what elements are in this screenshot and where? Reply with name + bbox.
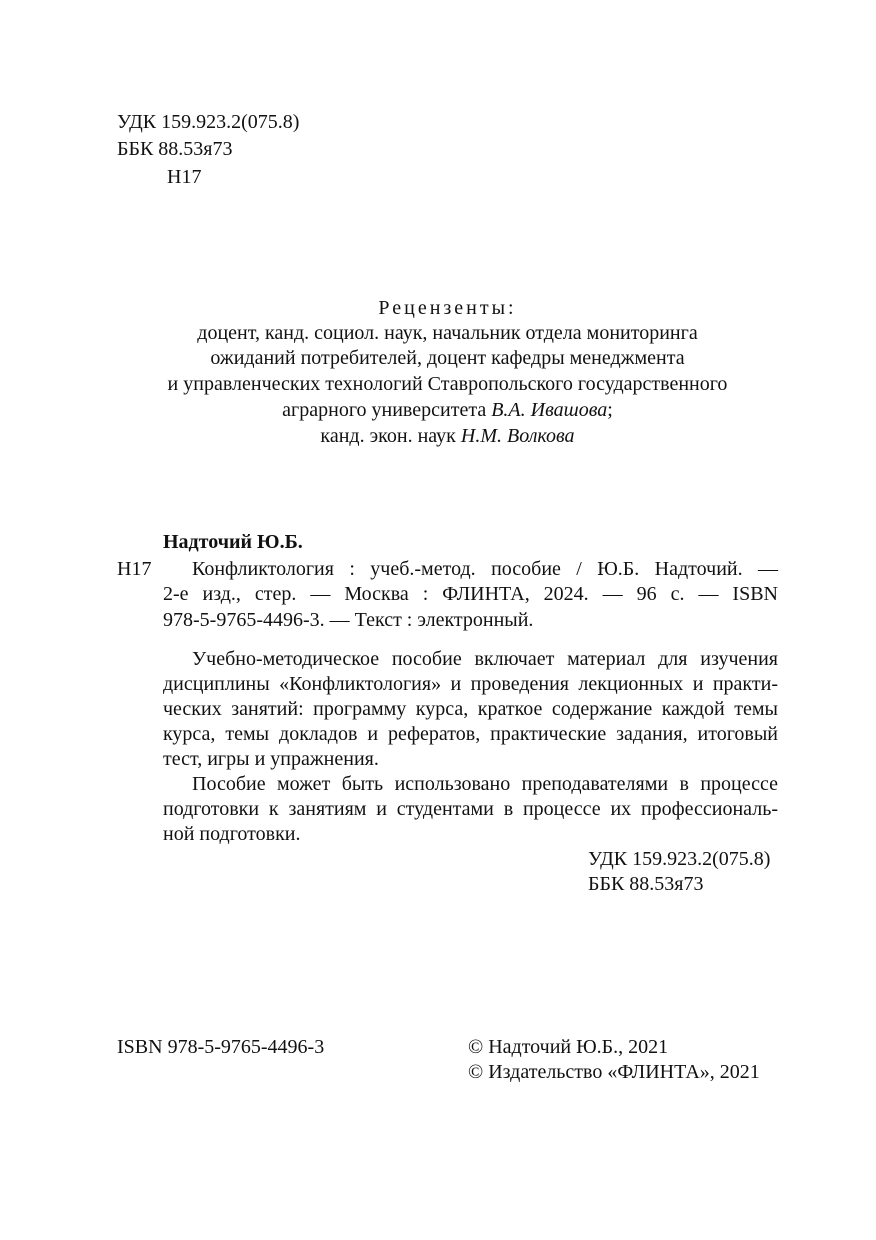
abstract-line: подготовки к занятиям и студентами в процессе их профессиональ- (163, 798, 778, 820)
biblio-code: Н17 (117, 558, 152, 580)
biblio-line: 2-е изд., стер. — Москва : ФЛИНТА, 2024. — 96 с. — ISBN (163, 583, 778, 605)
reviewer-text: аграрного университета (282, 399, 492, 421)
reviewer-line: ожиданий потребителей, доцент кафедры менеджмента (210, 347, 685, 369)
biblio-line: Конфликтология : учеб.-метод. пособие / Ю.Б. Надточий. — (192, 558, 778, 580)
reviewer-line (117, 398, 778, 422)
author-mark: Н17 (167, 166, 202, 188)
copyright-author: © Надточий Ю.Б., 2021 (468, 1036, 669, 1058)
abstract-line: Пособие может быть использовано преподавателями в процессе (192, 773, 778, 795)
abstract-line: курса, темы докладов и рефератов, практические задания, итоговый (163, 723, 778, 745)
reviewers-title: Рецензенты: (378, 297, 517, 319)
copyright-publisher: © Издательство «ФЛИНТА», 2021 (468, 1061, 760, 1083)
abstract-line: ной подготовки. (163, 823, 301, 845)
abstract-line: Учебно-методическое пособие включает материал для изучения (192, 648, 778, 670)
author-heading: Надточий Ю.Б. (163, 531, 303, 553)
abstract-line: тест, игры и упражнения. (163, 748, 379, 770)
reviewer-line (117, 424, 778, 448)
separator: ; (607, 399, 613, 421)
abstract-line: ческих занятий: программу курса, краткое содержание каждой темы (163, 698, 778, 720)
reviewer-name: В.А. Ивашова (491, 399, 608, 421)
reviewer-line: и управленческих технологий Ставропольского государственного (167, 373, 728, 395)
reviewer-name: Н.М. Волкова (460, 425, 575, 447)
bbk-code-bottom: ББК 88.53я73 (588, 873, 704, 895)
abstract-line: дисциплины «Конфликтология» и проведения лекционных и практи- (163, 673, 778, 695)
bbk-code: ББК 88.53я73 (117, 138, 233, 160)
udk-code: УДК 159.923.2(075.8) (117, 111, 300, 133)
udk-code-bottom: УДК 159.923.2(075.8) (588, 848, 771, 870)
biblio-line: 978-5-9765-4496-3. — Текст : электронный. (163, 609, 534, 631)
reviewer-text: канд. экон. наук (320, 425, 461, 447)
isbn: ISBN 978-5-9765-4496-3 (117, 1036, 325, 1058)
reviewer-line: доцент, канд. социол. наук, начальник отдела мониторинга (197, 322, 698, 344)
